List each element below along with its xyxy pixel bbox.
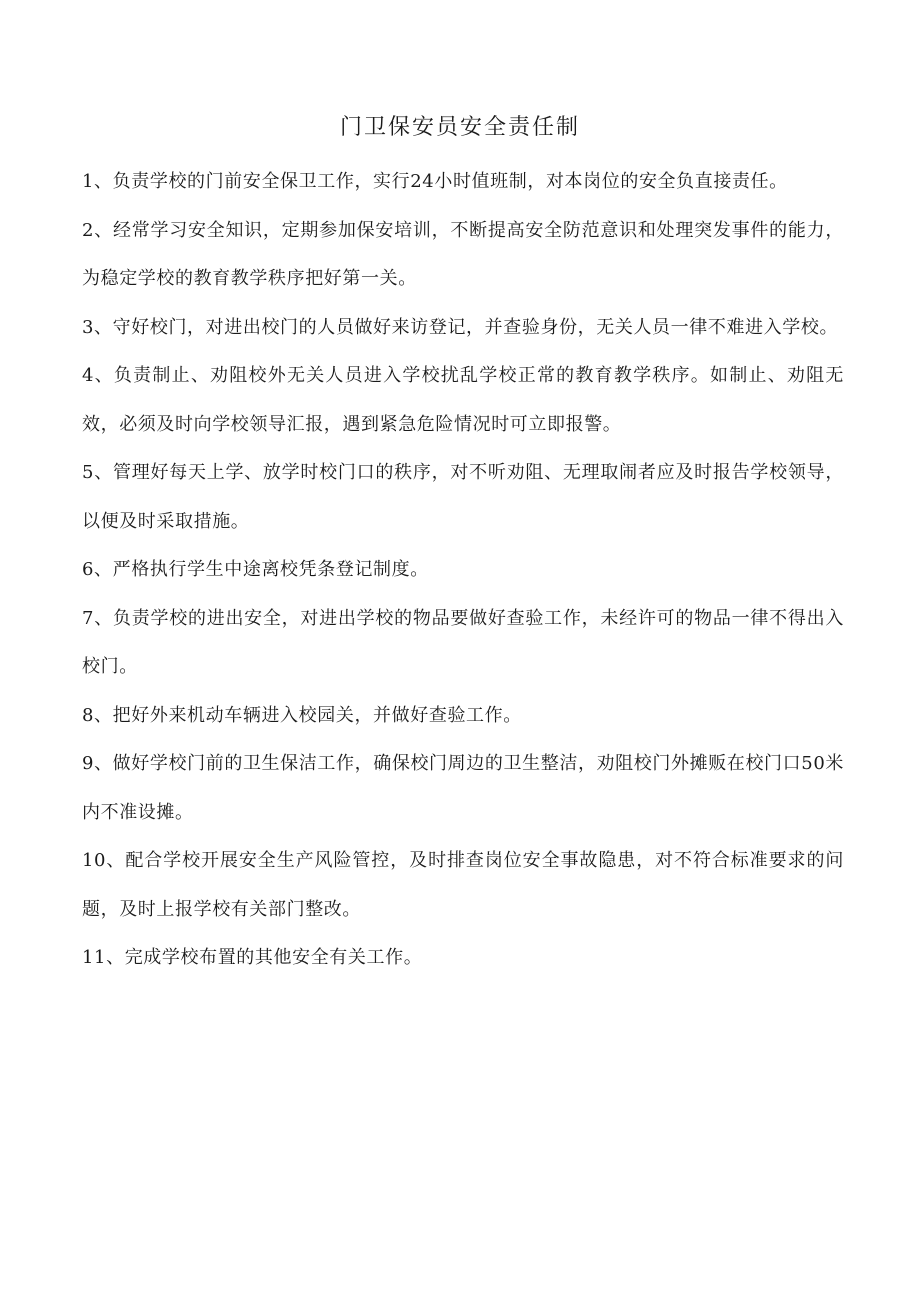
list-item: 1、负责学校的门前安全保卫工作，实行24小时值班制，对本岗位的安全负直接责任。: [82, 171, 788, 192]
list-item: 2、经常学习安全知识，定期参加保安培训，不断提高安全防范意识和处理突发事件的能力，为稳定学校的教育教学秩序把好第一关。: [82, 219, 844, 289]
list-item: 3、守好校门，对进出校门的人员做好来访登记，并查验身份，无关人员一律不难进入学校。: [82, 316, 839, 338]
list-item: 8、把好外来机动车辆进入校园关，并做好查验工作。: [82, 704, 522, 726]
list-item: 11、完成学校布置的其他安全有关工作。: [82, 947, 423, 968]
page-title: 门卫保安员安全责任制: [339, 115, 580, 140]
responsibility-list: [82, 158, 844, 983]
list-item: 6、严格执行学生中途离校凭条登记制度。: [82, 559, 429, 580]
list-item: 4、负责制止、劝阻校外无关人员进入学校扰乱学校正常的教育教学秩序。如制止、劝阻无效，必须及时向学校领导汇报，遇到紧急危险情况时可立即报警。: [82, 365, 844, 435]
list-item: 9、做好学校门前的卫生保洁工作，确保校门周边的卫生整洁，劝阻校门外摊贩在校门口50米内不准设摊。: [82, 753, 844, 823]
list-item: 7、负责学校的进出安全，对进出学校的物品要做好查验工作，未经许可的物品一律不得出入校门。: [82, 607, 844, 677]
list-item: 10、配合学校开展安全生产风险管控，及时排查岗位安全事故隐患，对不符合标准要求的问题，及时上报学校有关部门整改。: [82, 850, 844, 920]
list-item: 5、管理好每天上学、放学时校门口的秩序，对不听劝阻、无理取闹者应及时报告学校领导，以便及时采取措施。: [82, 462, 844, 532]
